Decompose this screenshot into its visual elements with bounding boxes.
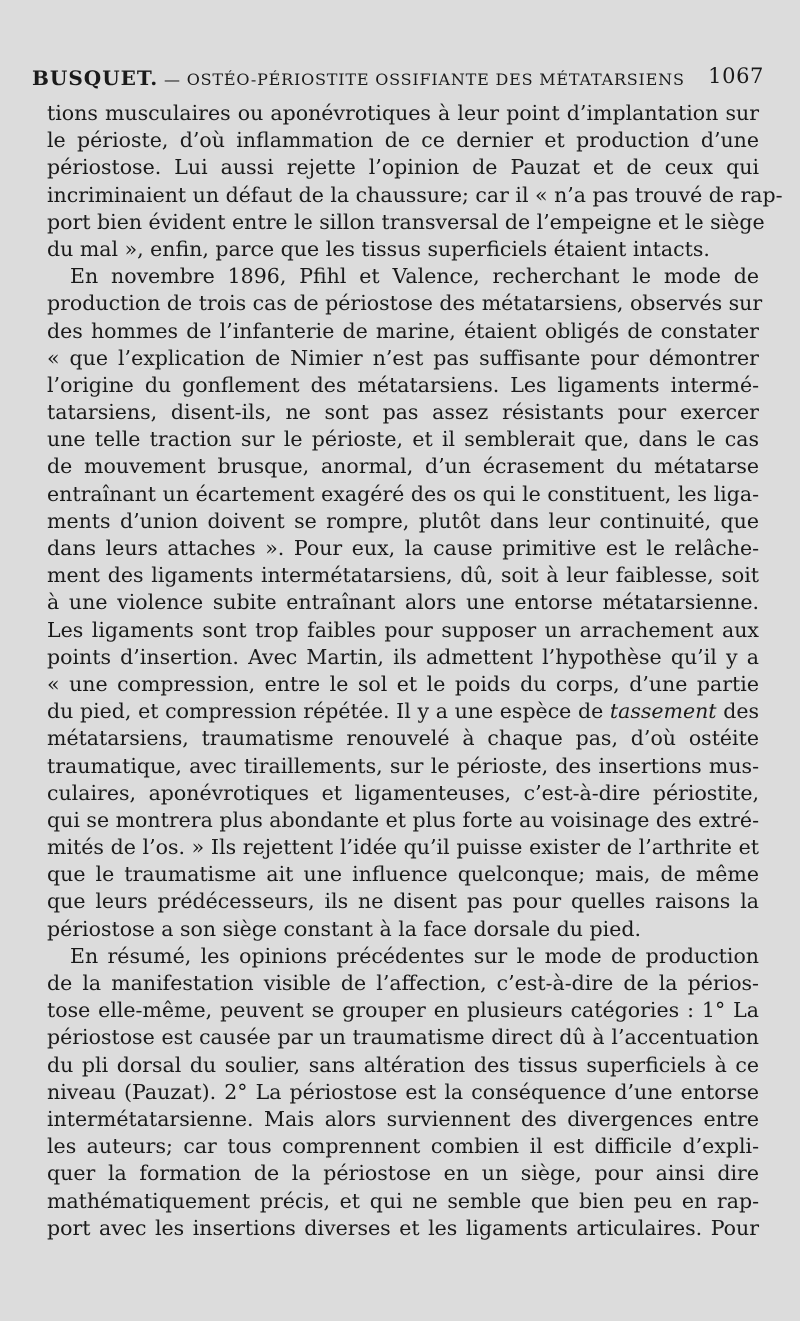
text-line: tions musculaires ou aponévrotiques à leur point d’implantation sur <box>47 101 759 125</box>
text-line: port avec les insertions diverses et les ligaments articulaires. Pour <box>47 1215 759 1240</box>
text-line: du pied, et compression répétée. Il y a une espèce de tassement des <box>47 699 759 724</box>
header-title: — OSTÉO-PÉRIOSTITE OSSIFIANTE DES MÉTATARSIENS <box>158 70 685 89</box>
text-line: périostose est causée par un traumatisme direct dû à l’accentuation <box>47 1025 759 1050</box>
text-line: les auteurs; car tous comprennent combien il est difficile d’expli- <box>47 1134 759 1159</box>
text-line: du mal », enfin, parce que les tissus superficiels étaient intacts. <box>47 236 710 261</box>
text-line: dans leurs attaches ». Pour eux, la cause primitive est le relâche- <box>47 536 759 560</box>
header-author: BUSQUET. <box>32 66 159 90</box>
text-line: points d’insertion. Avec Martin, ils admettent l’hypothèse qu’il y a <box>47 644 759 669</box>
text-line: de mouvement brusque, anormal, d’un écrasement du métatarse <box>47 454 759 479</box>
text-line: qui se montrera plus abondante et plus forte au voisinage des extré- <box>47 807 759 832</box>
text-line: traumatique, avec tiraillements, sur le périoste, des insertions mus- <box>47 753 759 778</box>
text-line: une telle traction sur le périoste, et il semblerait que, dans le cas <box>47 427 759 452</box>
text-line: incriminaient un défaut de la chaussure; car il « n’a pas trouvé de rap- <box>47 182 783 207</box>
text-line: Les ligaments sont trop faibles pour supposer un arrachement aux <box>47 617 759 642</box>
text-line: métatarsiens, traumatisme renouvelé à chaque pas, d’où ostéite <box>47 726 759 751</box>
text-line: l’origine du gonflement des métatarsiens. Les ligaments intermé- <box>47 372 759 397</box>
page-number: 1067 <box>708 64 764 88</box>
text-line: intermétatarsienne. Mais alors surviennent des divergences entre <box>47 1106 759 1131</box>
text-line: périostose. Lui aussi rejette l’opinion de Pauzat et de ceux qui <box>47 155 759 180</box>
text-line: production de trois cas de périostose des métatarsiens, observés sur <box>47 291 763 316</box>
running-header <box>32 66 772 100</box>
text-line: que le traumatisme ait une influence quelconque; mais, de même <box>47 862 759 887</box>
text-line: ments d’union doivent se rompre, plutôt dans leur continuité, que <box>47 508 759 533</box>
text-line: à une violence subite entraînant alors une entorse métatarsienne. <box>47 590 759 615</box>
text-line: tose elle-même, peuvent se grouper en plusieurs catégories : 1° La <box>47 998 759 1023</box>
text-line: que leurs prédécesseurs, ils ne disent pas pour quelles raisons la <box>47 889 759 914</box>
body-text <box>47 100 783 1242</box>
text-line: En novembre 1896, Pfihl et Valence, recherchant le mode de <box>70 264 759 289</box>
text-line: périostose a son siège constant à la face dorsale du pied. <box>47 916 641 941</box>
text-line: mités de l’os. » Ils rejettent l’idée qu’il puisse exister de l’arthrite et <box>47 835 759 860</box>
text-line: tatarsiens, disent-ils, ne sont pas assez résistants pour exercer <box>47 400 759 425</box>
text-line: « que l’explication de Nimier n’est pas suffisante pour démontrer <box>47 345 759 370</box>
text-line: du pli dorsal du soulier, sans altération des tissus superficiels à ce <box>47 1052 759 1077</box>
text-line: le périoste, d’où inflammation de ce dernier et production d’une <box>47 128 759 153</box>
text-line: culaires, aponévrotiques et ligamenteuses, c’est-à-dire périostite, <box>47 780 759 805</box>
text-line: ment des ligaments intermétatarsiens, dû, soit à leur faiblesse, soit <box>47 563 759 588</box>
text-line: niveau (Pauzat). 2° La périostose est la conséquence d’une entorse <box>47 1079 759 1104</box>
text-line: En résumé, les opinions précédentes sur le mode de production <box>70 943 759 968</box>
text-line: port bien évident entre le sillon transversal de l’empeigne et le siège <box>47 209 765 234</box>
text-line: de la manifestation visible de l’affection, c’est-à-dire de la périos- <box>47 971 759 995</box>
text-line: quer la formation de la périostose en un siège, pour ainsi dire <box>47 1161 759 1186</box>
italic-term: tassement <box>609 699 717 724</box>
text-line: entraînant un écartement exagéré des os qui le constituent, les liga- <box>47 481 759 506</box>
text-line: « une compression, entre le sol et le poids du corps, d’une partie <box>47 671 759 696</box>
text-line: mathématiquement précis, et qui ne semble que bien peu en rap- <box>47 1188 759 1213</box>
text-line: des hommes de l’infanterie de marine, étaient obligés de constater <box>47 318 759 343</box>
